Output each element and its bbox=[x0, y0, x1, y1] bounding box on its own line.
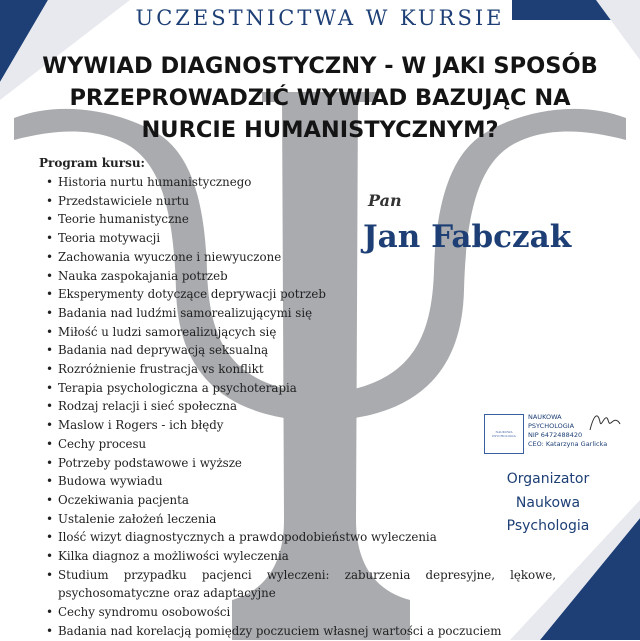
stamp-line: CEO: Katarzyna Garlicka bbox=[528, 440, 608, 448]
participant-salutation: Pan bbox=[368, 191, 402, 210]
program-topic-item: • Badania nad korelacją pomiędzy poczuciem własnej wartości a poczuciem bbox=[46, 622, 556, 641]
program-topic-item: • Budowa wywiadu bbox=[46, 472, 556, 491]
program-topic-item: • Potrzeby podstawowe i wyższe bbox=[46, 454, 556, 473]
course-title: WYWIAD DIAGNOSTYCZNY - W JAKI SPOSÓB PRZEPROWADZIĆ WYWIAD BAZUJĄC NA NURCIE HUMANISTYCZNYM? bbox=[42, 53, 598, 143]
program-topic-item: • Kilka diagnoz a możliwości wyleczenia bbox=[46, 547, 556, 566]
program-topic-item: • Teoria motywacji bbox=[46, 229, 556, 248]
program-topic-item: • Studium przypadku pacjenci wyleczeni: zaburzenia depresyjne, lękowe, psychosomatyczne oraz adaptacyjne bbox=[46, 566, 556, 603]
program-topic-item: • Cechy syndromu osobowości bbox=[46, 603, 556, 622]
organizer-line: Organizator bbox=[506, 471, 590, 487]
program-topic-item: • Teorie humanistyczne bbox=[46, 210, 556, 229]
stamp-line: NIP 6472488420 bbox=[528, 431, 583, 439]
signature-icon bbox=[588, 408, 622, 436]
program-topic-item: • Zachowania wyuczone i niewyuczone bbox=[46, 248, 556, 267]
program-topic-item: • Rozróżnienie frustracja vs konflikt bbox=[46, 360, 556, 379]
program-topic-item: • Badania nad ludźmi samorealizującymi się bbox=[46, 304, 556, 323]
program-topic-item: • Eksperymenty dotyczące deprywacji potrzeb bbox=[46, 285, 556, 304]
organizer-line: Naukowa bbox=[515, 494, 581, 511]
program-topic-item: • Miłość u ludzi samorealizujących się bbox=[46, 323, 556, 342]
program-topic-item: • Cechy procesu bbox=[46, 435, 556, 454]
stamp-line: PSYCHOLOGIA bbox=[528, 422, 575, 430]
program-topic-item: • Historia nurtu humanistycznego bbox=[46, 173, 556, 192]
program-topic-item: • Nauka zaspokajania potrzeb bbox=[46, 267, 556, 286]
program-topic-item: • Terapia psychologiczna a psychoterapia bbox=[46, 379, 556, 398]
program-topic-item: • Badania nad deprywacją seksualną bbox=[46, 341, 556, 360]
program-topic-item: • Rodzaj relacji i sieć społeczna bbox=[46, 397, 556, 416]
organizer-block bbox=[484, 468, 612, 539]
program-topic-item: • Maslow i Rogers - ich błędy bbox=[46, 416, 556, 435]
organizer-line: Psychologia bbox=[506, 518, 590, 534]
program-topic-item: • Przedstawiciele nurtu bbox=[46, 192, 556, 211]
program-topic-item: • Oczekiwania pacjenta bbox=[46, 491, 556, 510]
stamp-logo-icon: NAUKOWA PSYCHOLOGIA bbox=[484, 414, 524, 454]
participant-name: Jan Fabczak bbox=[363, 219, 572, 255]
company-stamp bbox=[484, 408, 622, 460]
program-topic-item: • Ilość wizyt diagnostycznych a prawdopodobieństwo wyleczenia bbox=[46, 528, 556, 547]
program-topic-item: • Ustalenie założeń leczenia bbox=[46, 510, 556, 529]
stamp-line: NAUKOWA bbox=[528, 413, 562, 421]
certificate-header: UCZESTNICTWA W KURSIE bbox=[135, 6, 505, 30]
program-label: Program kursu: bbox=[39, 156, 145, 170]
